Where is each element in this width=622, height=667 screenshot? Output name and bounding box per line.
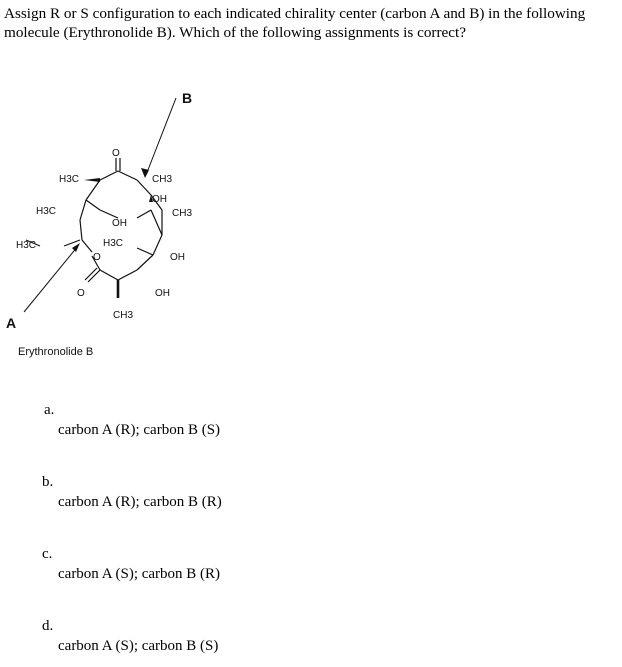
group-oh-1: OH: [152, 194, 167, 205]
group-ch3-3: CH3: [113, 310, 134, 321]
choice-a-letter: a.: [44, 402, 55, 418]
arrow-head-a: [72, 243, 80, 252]
choice-d-text[interactable]: carbon A (S); carbon B (S): [58, 638, 219, 654]
group-h3c-4: H3C: [103, 238, 124, 249]
group-o-ring: O: [93, 252, 101, 263]
group-ch3-1: CH3: [152, 174, 173, 185]
group-o-ketone: O: [112, 148, 120, 159]
group-oh-3: OH: [170, 252, 185, 263]
choice-c-letter: c.: [42, 546, 53, 562]
choice-a-text[interactable]: carbon A (R); carbon B (S): [58, 422, 221, 438]
erythronolide-b-diagram: [0, 80, 260, 360]
group-h3c-1: H3C: [59, 174, 80, 185]
choice-d-letter: d.: [42, 618, 54, 634]
group-oh-2: OH: [112, 218, 127, 229]
molecule-name: Erythronolide B: [18, 346, 94, 358]
choice-c-text[interactable]: carbon A (S); carbon B (R): [58, 566, 221, 582]
label-b: B: [182, 90, 193, 106]
group-o-lactone: O: [77, 288, 85, 299]
group-h3c-2: H3C: [36, 206, 57, 217]
group-h3c-3: H3C: [16, 240, 37, 251]
label-a: A: [6, 315, 17, 331]
wedge-1: [84, 178, 100, 182]
group-ch3-2: CH3: [172, 208, 193, 219]
arrows: [24, 98, 176, 312]
question-text: Assign R or S configuration to each indicated chirality center (carbon A and B) in the following molecule (Erythronolide B). Which of the following assignments is correct?: [4, 5, 586, 41]
choice-b-text[interactable]: carbon A (R); carbon B (R): [58, 494, 222, 510]
group-oh-4: OH: [155, 288, 170, 299]
molecule-structure: [0, 80, 260, 360]
choice-b-letter: b.: [42, 474, 54, 490]
